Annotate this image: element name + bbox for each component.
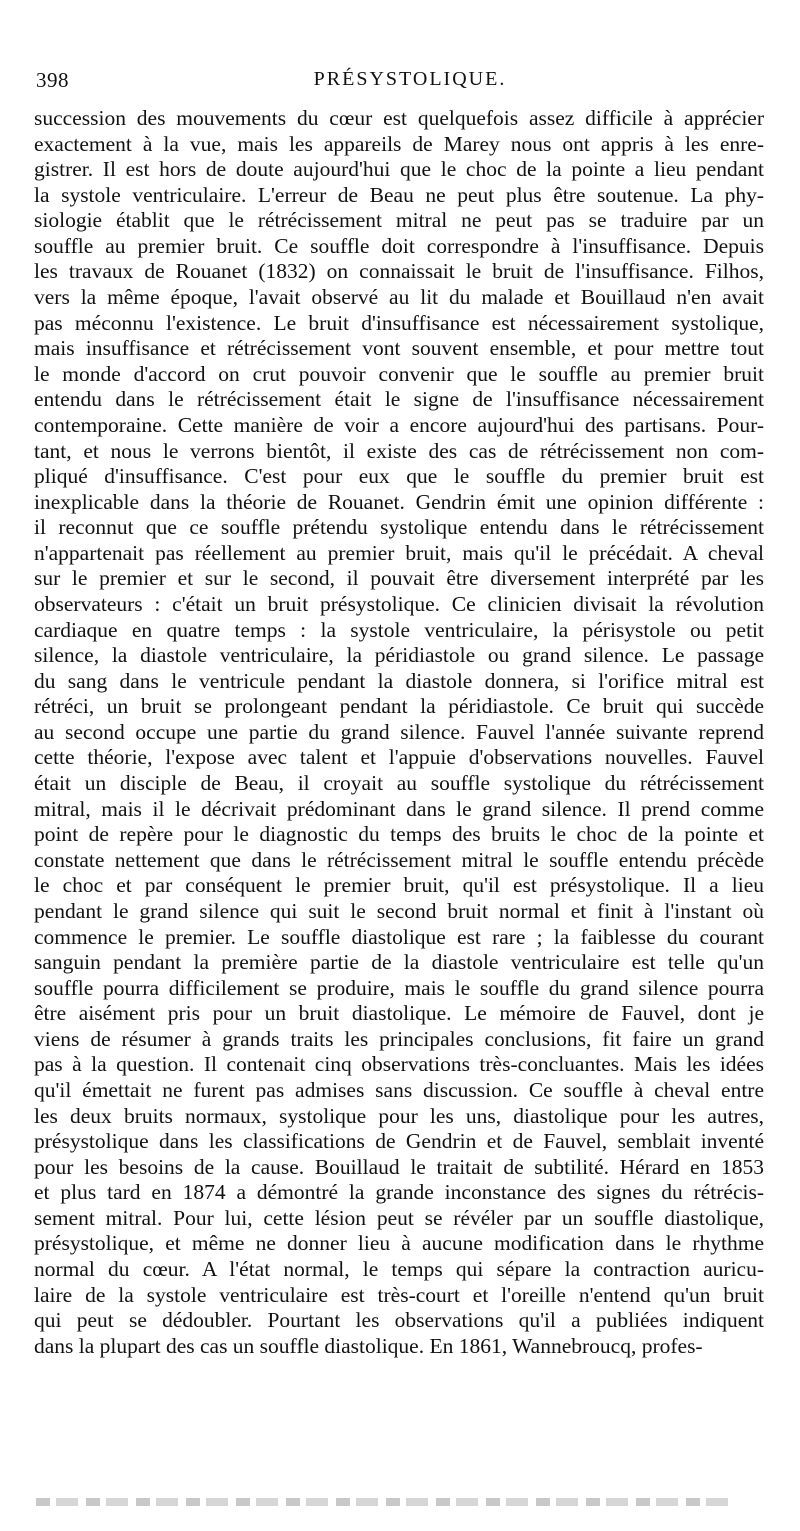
text-line: pour les besoins de la cause. Bouillaud le traitait de subtilité. Hérard en 1853 — [34, 1154, 764, 1179]
text-line: exactement à la vue, mais les appareils de Marey nous ont appris à les enre- — [34, 131, 764, 156]
text-line: observateurs : c'était un bruit présystolique. Ce clinicien divisait la révolution — [34, 591, 764, 616]
text-line: entendu dans le rétrécissement était le signe de l'insuffisance nécessairement — [34, 387, 764, 412]
text-line: n'appartenait pas réellement au premier bruit, mais qu'il le précédait. A cheval — [34, 540, 764, 565]
text-line: les deux bruits normaux, systolique pour les uns, diastolique pour les autres, — [34, 1103, 764, 1128]
body-text — [34, 106, 764, 1359]
text-line: qui peut se dédoubler. Pourtant les observations qu'il a publiées indiquent — [34, 1308, 764, 1333]
text-line: présystolique, et même ne donner lieu à aucune modification dans le rhythme — [34, 1231, 764, 1256]
text-line: commence le premier. Le souffle diastolique est rare ; la faiblesse du courant — [34, 924, 764, 949]
bottom-rule — [36, 1498, 736, 1506]
running-head — [36, 68, 764, 96]
text-line: point de repère pour le diagnostic du temps des bruits le choc de la pointe et — [34, 822, 764, 847]
text-line: pendant le grand silence qui suit le second bruit normal et finit à l'instant où — [34, 898, 764, 923]
text-line: sur le premier et sur le second, il pouvait être diversement interprété par les — [34, 566, 764, 591]
text-line: sement mitral. Pour lui, cette lésion peut se révéler par un souffle diastolique, — [34, 1205, 764, 1230]
text-line: contemporaine. Cette manière de voir a encore aujourd'hui des partisans. Pour- — [34, 412, 764, 437]
page-number: 398 — [36, 68, 69, 92]
text-line: dans la plupart des cas un souffle diastolique. En 1861, Wannebroucq, profes- — [34, 1333, 703, 1358]
text-line: et plus tard en 1874 a démontré la grande inconstance des signes du rétrécis- — [34, 1180, 764, 1205]
text-line: pliqué d'insuffisance. C'est pour eux que le souffle du premier bruit est — [34, 464, 764, 489]
text-line: souffle pourra difficilement se produire, mais le souffle du grand silence pourra — [34, 975, 764, 1000]
text-line: tant, et nous le verrons bientôt, il existe des cas de rétrécissement non com- — [34, 438, 764, 463]
text-line: sanguin pendant la première partie de la diastole ventriculaire est telle qu'un — [34, 950, 764, 975]
text-line: pas méconnu l'existence. Le bruit d'insuffisance est nécessairement systolique, — [34, 310, 764, 335]
text-line: était un disciple de Beau, il croyait au souffle systolique du rétrécissement — [34, 771, 764, 796]
text-line: viens de résumer à grands traits les principales conclusions, fit faire un grand — [34, 1026, 764, 1051]
text-line: cardiaque en quatre temps : la systole ventriculaire, la périsystole ou petit — [34, 617, 764, 642]
text-line: laire de la systole ventriculaire est très-court et l'oreille n'entend qu'un bruit — [34, 1282, 764, 1307]
text-line: le monde d'accord on crut pouvoir convenir que le souffle au premier bruit — [34, 361, 764, 386]
text-line: siologie établit que le rétrécissement mitral ne peut pas se traduire par un — [34, 208, 764, 233]
text-line: mitral, mais il le décrivait prédominant dans le grand silence. Il prend comme — [34, 796, 764, 821]
text-line: constate nettement que dans le rétrécissement mitral le souffle entendu précède — [34, 847, 764, 872]
text-line: pas à la question. Il contenait cinq observations très-concluantes. Mais les idées — [34, 1052, 764, 1077]
text-line: présystolique dans les classifications de Gendrin et de Fauvel, semblait inventé — [34, 1129, 764, 1154]
text-line: normal du cœur. A l'état normal, le temps qui sépare la contraction auricu- — [34, 1257, 764, 1282]
text-line: mais insuffisance et rétrécissement vont souvent ensemble, et pour mettre tout — [34, 336, 764, 361]
text-line: gistrer. Il est hors de doute aujourd'hui que le choc de la pointe a lieu pendant — [34, 157, 764, 182]
text-line: silence, la diastole ventriculaire, la péridiastole ou grand silence. Le passage — [34, 643, 764, 668]
text-line: cette théorie, l'expose avec talent et l'appuie d'observations nouvelles. Fauvel — [34, 745, 764, 770]
text-line: rétréci, un bruit se prolongeant pendant la péridiastole. Ce bruit qui succède — [34, 694, 764, 719]
text-line: les travaux de Rouanet (1832) on connaissait le bruit de l'insuffisance. Filhos, — [34, 259, 764, 284]
text-line: il reconnut que ce souffle prétendu systolique entendu dans le rétrécissement — [34, 515, 764, 540]
text-line: inexplicable dans la théorie de Rouanet. Gendrin émit une opinion différente : — [34, 489, 764, 514]
text-line: souffle au premier bruit. Ce souffle doit correspondre à l'insuffisance. Depuis — [34, 233, 764, 258]
text-line: du sang dans le ventricule pendant la diastole donnera, si l'orifice mitral est — [34, 668, 764, 693]
text-line: être aisément pris pour un bruit diastolique. Le mémoire de Fauvel, dont je — [34, 1001, 764, 1026]
text-line: succession des mouvements du cœur est quelquefois assez difficile à apprécier — [34, 106, 764, 130]
text-line: au second occupe une partie du grand silence. Fauvel l'année suivante reprend — [34, 719, 764, 744]
text-line: qu'il émettait ne furent pas admises sans discussion. Ce souffle à cheval entre — [34, 1077, 764, 1102]
text-line: vers la même époque, l'avait observé au lit du malade et Bouillaud n'en avait — [34, 285, 764, 310]
text-line: la systole ventriculaire. L'erreur de Beau ne peut plus être soutenue. La phy- — [34, 182, 764, 207]
text-line: le choc et par conséquent le premier bruit, qu'il est présystolique. Il a lieu — [34, 873, 764, 898]
running-title: PRÉSYSTOLIQUE. — [313, 68, 507, 90]
